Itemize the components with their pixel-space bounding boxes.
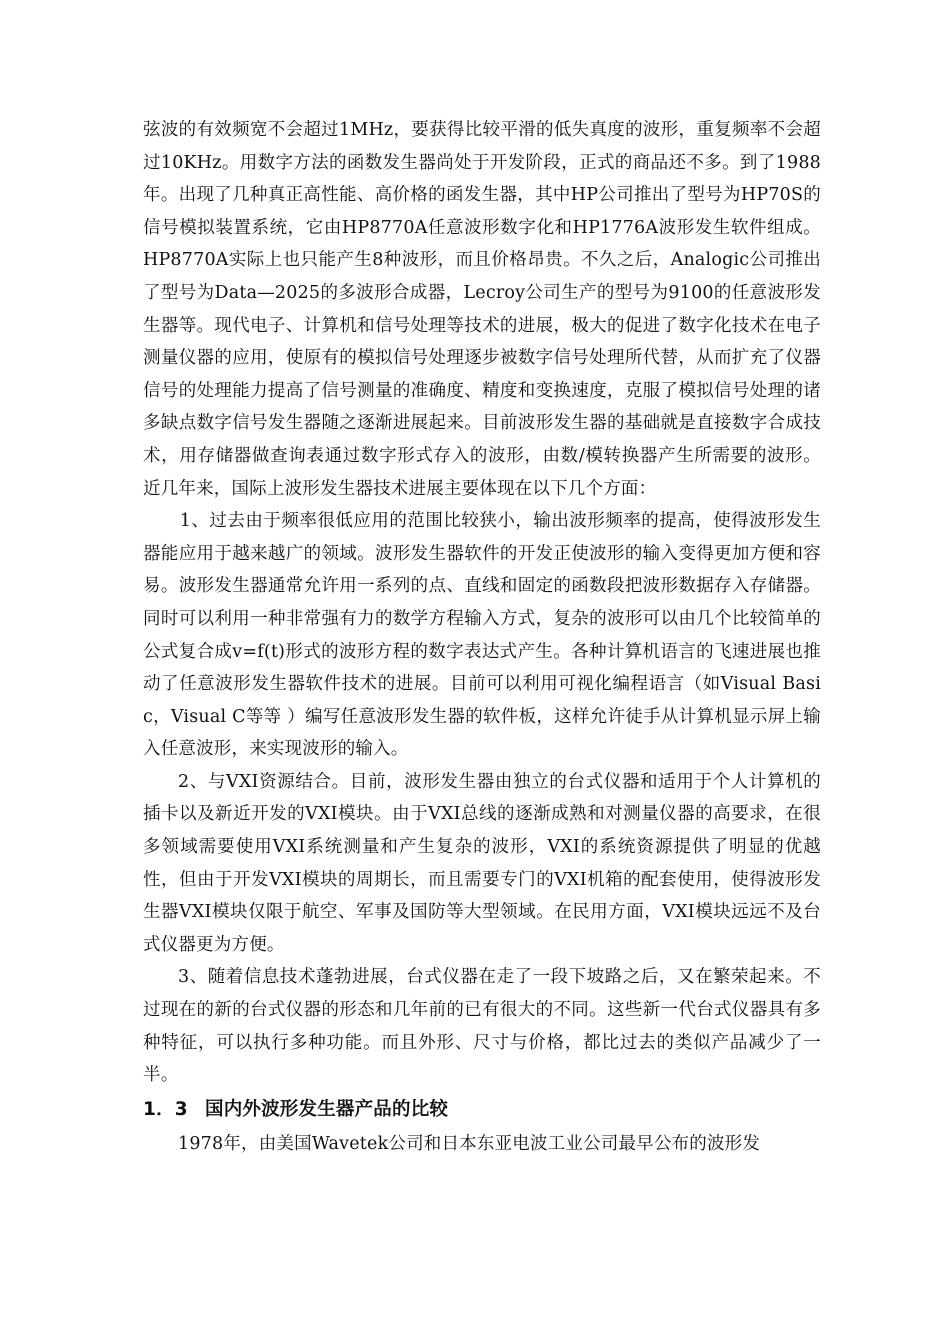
paragraph-section-start: 1978年，由美国Wavetek公司和日本东亚电波工业公司最早公布的波形发 (178, 1133, 761, 1154)
section-title: 国内外波形发生器产品的比较 (205, 1098, 449, 1120)
section-number: 1．3 (143, 1098, 188, 1120)
paragraph-intro: 弦波的有效频宽不会超过1MHz，要获得比较平滑的低失真度的波形，重复频率不会超过10KHz。用数字方法的函数发生器尚处于开发阶段，正式的商品还不多。到了1988年。出现了几种真正高性能、高价格的函发生器，其中HP公司推出了型号为HP70S的信号模拟装置系统，它由HP8770A任意波形数字化和HP1776A波形发生软件组成。HP8770A实际上也只能产生8种波形，而且价格昂贵。不久之后，Analogic公司推出了型号为Data—2025的多波形合成器，Lecroy公司生产的型号为9100的任意波形发生器等。现代电子、计算机和信号处理等技术的进展，极大的促进了数字化技术在电子测量仪器的应用，使原有的模拟信号处理逐步被数字信号处理所代替，从而扩充了仪器信号的处理能力提高了信号测量的准确度、精度和变换速度，克服了模拟信号处理的诸多缺点数字信号发生器随之逐渐进展起来。目前波形发生器的基础就是直接数字合成技术，用存储器做查询表通过数字形式存入的波形，由数/模转换器产生所需要的波形。近几年来，国际上波形发生器技术进展主要体现在以下几个方面： (143, 120, 821, 499)
paragraph-point-3: 3、随着信息技术蓬勃进展，台式仪器在走了一段下坡路之后，又在繁荣起来。不过现在的新的台式仪器的形态和几年前的已有很大的不同。这些新一代台式仪器具有多种特征，可以执行多种功能。而且外形、尺寸与价格，都比过去的类似产品减少了一半。 (143, 967, 821, 1086)
paragraph-point-2: 2、与VXI资源结合。目前，波形发生器由独立的台式仪器和适用于个人计算机的插卡以及新近开发的VXI模块。由于VXI总线的逐渐成熟和对测量仪器的高要求，在很多领域需要使用VXI系统测量和产生复杂的波形，VXI的系统资源提供了明显的优越性，但由于开发VXI模块的周期长，而且需要专门的VXI机箱的配套使用，使得波形发生器VXI模块仅限于航空、军事及国防等大型领域。在民用方面，VXI模块远远不及台式仪器更为方便。 (143, 771, 821, 955)
document-body (143, 114, 821, 1160)
paragraph-point-1: 1、过去由于频率很低应用的范围比较狭小，输出波形频率的提高，使得波形发生器能应用于越来越广的领域。波形发生器软件的开发正使波形的输入变得更加方便和容易。波形发生器通常允许用一系列的点、直线和固定的函数段把波形数据存入存储器。同时可以利用一种非常强有力的数学方程输入方式，复杂的波形可以由几个比较简单的公式复合成v=f(t)形式的波形方程的数字表达式产生。各种计算机语言的飞速进展也推动了任意波形发生器软件技术的进展。目前可以利用可视化编程语言（如Visual Basic，Visual C等等 ）编写任意波形发生器的软件板，这样允许徒手从计算机显示屏上输入任意波形，来实现波形的输入。 (143, 511, 821, 760)
section-heading (143, 1092, 821, 1128)
